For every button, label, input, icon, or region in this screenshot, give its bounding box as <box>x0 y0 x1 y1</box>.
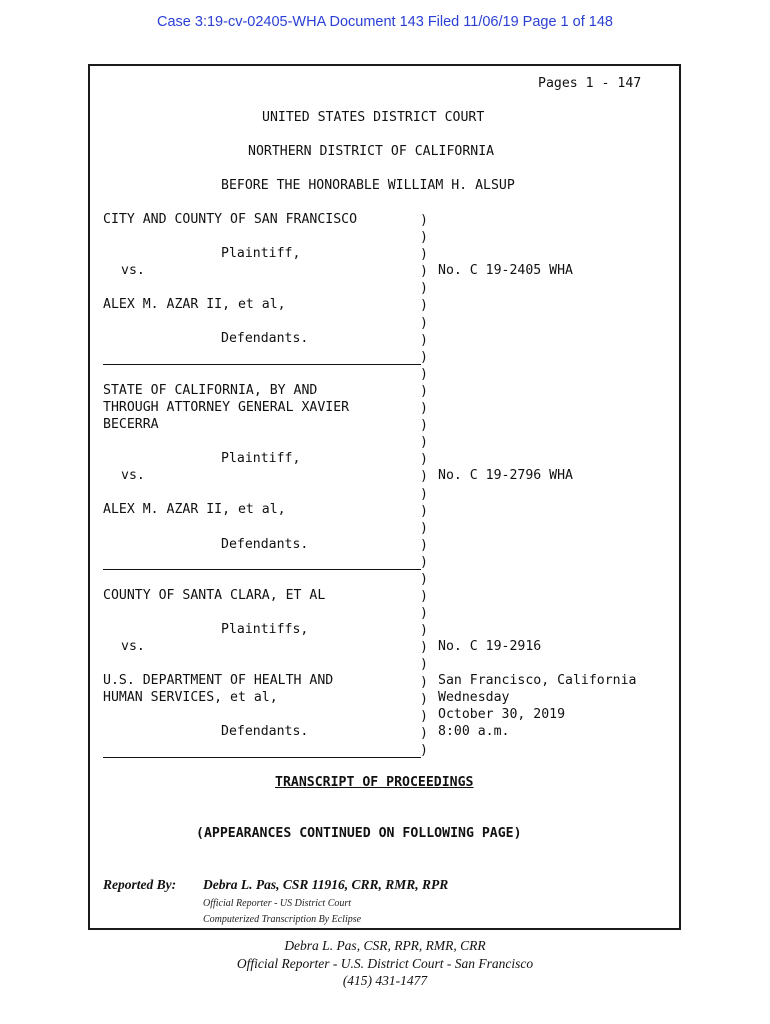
caption-paren: ) <box>420 520 428 536</box>
case2-defendant-role: Defendants. <box>221 537 309 552</box>
reporter-name: Debra L. Pas, CSR 11916, CRR, RMR, RPR <box>203 877 449 892</box>
case1-defendant-role: Defendants. <box>221 331 309 346</box>
caption-paren: ) <box>420 366 428 382</box>
caption-paren: ) <box>420 247 428 263</box>
caption-paren: ) <box>420 213 428 228</box>
caption-paren: ) <box>420 725 428 741</box>
case2-plaintiff-role: Plaintiff, <box>221 451 301 466</box>
case1-underline <box>103 364 421 365</box>
court-name: UNITED STATES DISTRICT COURT <box>262 110 485 125</box>
case1-plaintiff-role: Plaintiff, <box>221 246 301 261</box>
hearing-location: San Francisco, California <box>438 673 637 688</box>
caption-paren: ) <box>420 537 428 553</box>
case1-plaintiff: CITY AND COUNTY OF SAN FRANCISCO <box>103 212 358 227</box>
caption-paren: ) <box>420 606 428 622</box>
caption-paren-column <box>420 212 432 759</box>
caption-paren: ) <box>420 486 428 502</box>
case2-plaintiff-line2: THROUGH ATTORNEY GENERAL XAVIER <box>103 400 350 415</box>
case3-defendant-role: Defendants. <box>221 724 309 739</box>
caption-paren: ) <box>420 708 428 724</box>
caption-paren: ) <box>420 383 428 399</box>
case1-number: No. C 19-2405 WHA <box>438 263 573 278</box>
case3-plaintiff-role: Plaintiffs, <box>221 622 309 637</box>
case3-defendant-line1: U.S. DEPARTMENT OF HEALTH AND <box>103 673 334 688</box>
case3-plaintiff: COUNTY OF SANTA CLARA, ET AL <box>103 588 326 603</box>
transcript-title: TRANSCRIPT OF PROCEEDINGS <box>275 775 474 790</box>
court-district: NORTHERN DISTRICT OF CALIFORNIA <box>248 144 495 159</box>
hearing-date: October 30, 2019 <box>438 707 566 722</box>
judge-line: BEFORE THE HONORABLE WILLIAM H. ALSUP <box>221 178 515 193</box>
case3-number: No. C 19-2916 <box>438 639 542 654</box>
caption-paren: ) <box>420 435 428 451</box>
caption-paren: ) <box>420 401 428 417</box>
case2-vs: vs. <box>121 468 145 483</box>
caption-paren: ) <box>420 589 428 605</box>
hearing-time: 8:00 a.m. <box>438 724 510 739</box>
footer-line1: Debra L. Pas, CSR, RPR, RMR, CRR <box>284 938 486 953</box>
case3-vs: vs. <box>121 639 145 654</box>
case3-defendant-line2: HUMAN SERVICES, et al, <box>103 690 278 705</box>
caption-paren: ) <box>420 674 428 690</box>
case2-underline <box>103 569 421 570</box>
caption-paren: ) <box>420 691 428 707</box>
caption-paren: ) <box>420 298 428 314</box>
caption-paren: ) <box>420 452 428 468</box>
page-frame <box>88 64 681 930</box>
caption-paren: ) <box>420 571 428 587</box>
caption-paren: ) <box>420 281 428 297</box>
appearances-note: (APPEARANCES CONTINUED ON FOLLOWING PAGE) <box>196 826 522 841</box>
caption-paren: ) <box>420 554 428 570</box>
case2-defendant: ALEX M. AZAR II, et al, <box>103 502 286 517</box>
caption-paren: ) <box>420 315 428 331</box>
caption-paren: ) <box>420 418 428 434</box>
footer-line3: (415) 431-1477 <box>342 973 428 988</box>
case2-plaintiff-line1: STATE OF CALIFORNIA, BY AND <box>103 383 318 398</box>
caption-paren: ) <box>420 349 428 365</box>
case3-underline <box>103 757 421 758</box>
reported-by-label: Reported By: <box>103 877 177 892</box>
caption-paren: ) <box>420 742 428 758</box>
caption-paren: ) <box>420 469 428 485</box>
transcription-note: Computerized Transcription By Eclipse <box>203 914 362 925</box>
case2-number: No. C 19-2796 WHA <box>438 468 573 483</box>
case-header: Case 3:19-cv-02405-WHA Document 143 Filed 11/06/19 Page 1 of 148 <box>157 14 613 30</box>
caption-paren: ) <box>420 264 428 280</box>
case2-plaintiff-line3: BECERRA <box>103 417 159 432</box>
caption-paren: ) <box>420 503 428 519</box>
pages-range: Pages 1 - 147 <box>538 76 642 91</box>
hearing-day: Wednesday <box>438 690 510 705</box>
footer-line2: Official Reporter - U.S. District Court - San Francisco <box>236 956 534 971</box>
case1-defendant: ALEX M. AZAR II, et al, <box>103 297 286 312</box>
caption-paren: ) <box>420 623 428 639</box>
caption-paren: ) <box>420 657 428 673</box>
caption-paren: ) <box>420 640 428 656</box>
caption-paren: ) <box>420 332 428 348</box>
caption-paren: ) <box>420 230 428 246</box>
reporter-title: Official Reporter - US District Court <box>203 898 352 909</box>
case1-vs: vs. <box>121 263 145 278</box>
